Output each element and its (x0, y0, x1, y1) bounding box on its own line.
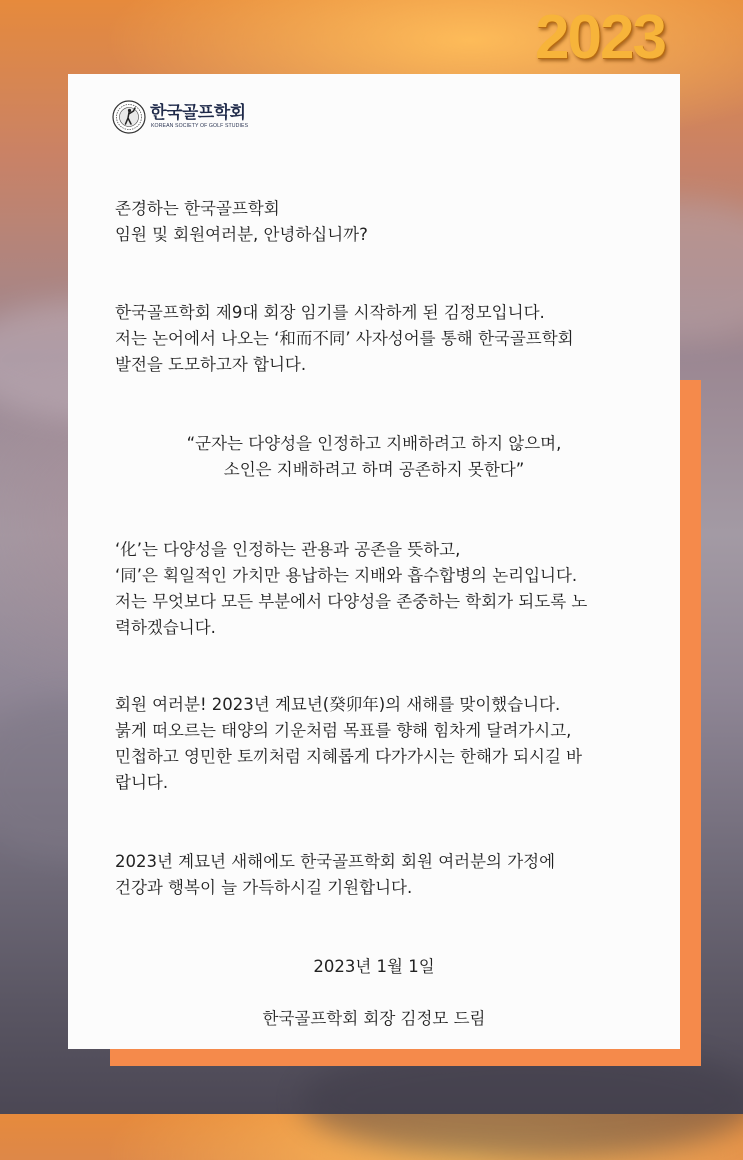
text-line: 발전을 도모하고자 합니다. (115, 355, 307, 374)
wishes-paragraph (115, 849, 655, 901)
text-line: 임원 및 회원여러분, 안녕하십니까? (115, 225, 368, 244)
letter-signature (68, 1006, 680, 1032)
text-line: 붉게 떠오르는 태양의 기운처럼 목표를 향해 힘차게 달려가시고, (115, 721, 572, 740)
text-line: 2023년 계묘년 새해에도 한국골프학회 회원 여러분의 가정에 (115, 852, 556, 871)
text-line: 건강과 행복이 늘 가득하시길 기원합니다. (115, 878, 413, 897)
greeting-paragraph (115, 196, 655, 248)
letter-date (68, 954, 680, 980)
text-line: 민첩하고 영민한 토끼처럼 지혜롭게 다가가시는 한해가 되시길 바 (115, 747, 583, 766)
logo-korean-name: 한국골프학회 (150, 103, 246, 123)
intro-paragraph (115, 300, 655, 378)
explanation-paragraph (115, 537, 655, 641)
signature-text: 한국골프학회 회장 김정모 드림 (262, 1009, 486, 1028)
date-text: 2023년 1월 1일 (313, 957, 435, 976)
text-line: 존경하는 한국골프학회 (115, 199, 280, 218)
quote-line: 소인은 지배하려고 하며 공존하지 못한다” (223, 460, 525, 479)
text-line: ‘化’는 다양성을 인정하는 관용과 공존을 뜻하고, (115, 540, 461, 559)
text-line: 회원 여러분! 2023년 계묘년(癸卯年)의 새해를 맞이했습니다. (115, 695, 561, 714)
text-line: ‘同’은 획일적인 가치만 용납하는 지배와 흡수합병의 논리입니다. (115, 566, 578, 585)
logo-english-name: KOREAN SOCIETY OF GOLF STUDIES (151, 123, 249, 129)
text-line: 저는 무엇보다 모든 부분에서 다양성을 존중하는 학회가 되도록 노 (115, 592, 588, 611)
new-year-paragraph (115, 692, 655, 796)
society-logo (110, 98, 250, 138)
text-line: 력하겠습니다. (115, 618, 216, 637)
year-badge: 2023 (535, 3, 665, 72)
text-line: 저는 논어에서 나오는 ‘和而不同’ 사자성어를 통해 한국골프학회 (115, 329, 574, 348)
quote-line: “군자는 다양성을 인정하고 지배하려고 하지 않으며, (186, 434, 562, 453)
quote-paragraph (68, 431, 680, 483)
golfer-emblem-icon (112, 100, 146, 134)
text-line: 랍니다. (115, 773, 169, 792)
letter-card (68, 74, 680, 1049)
text-line: 한국골프학회 제9대 회장 임기를 시작하게 된 김정모입니다. (115, 303, 545, 322)
